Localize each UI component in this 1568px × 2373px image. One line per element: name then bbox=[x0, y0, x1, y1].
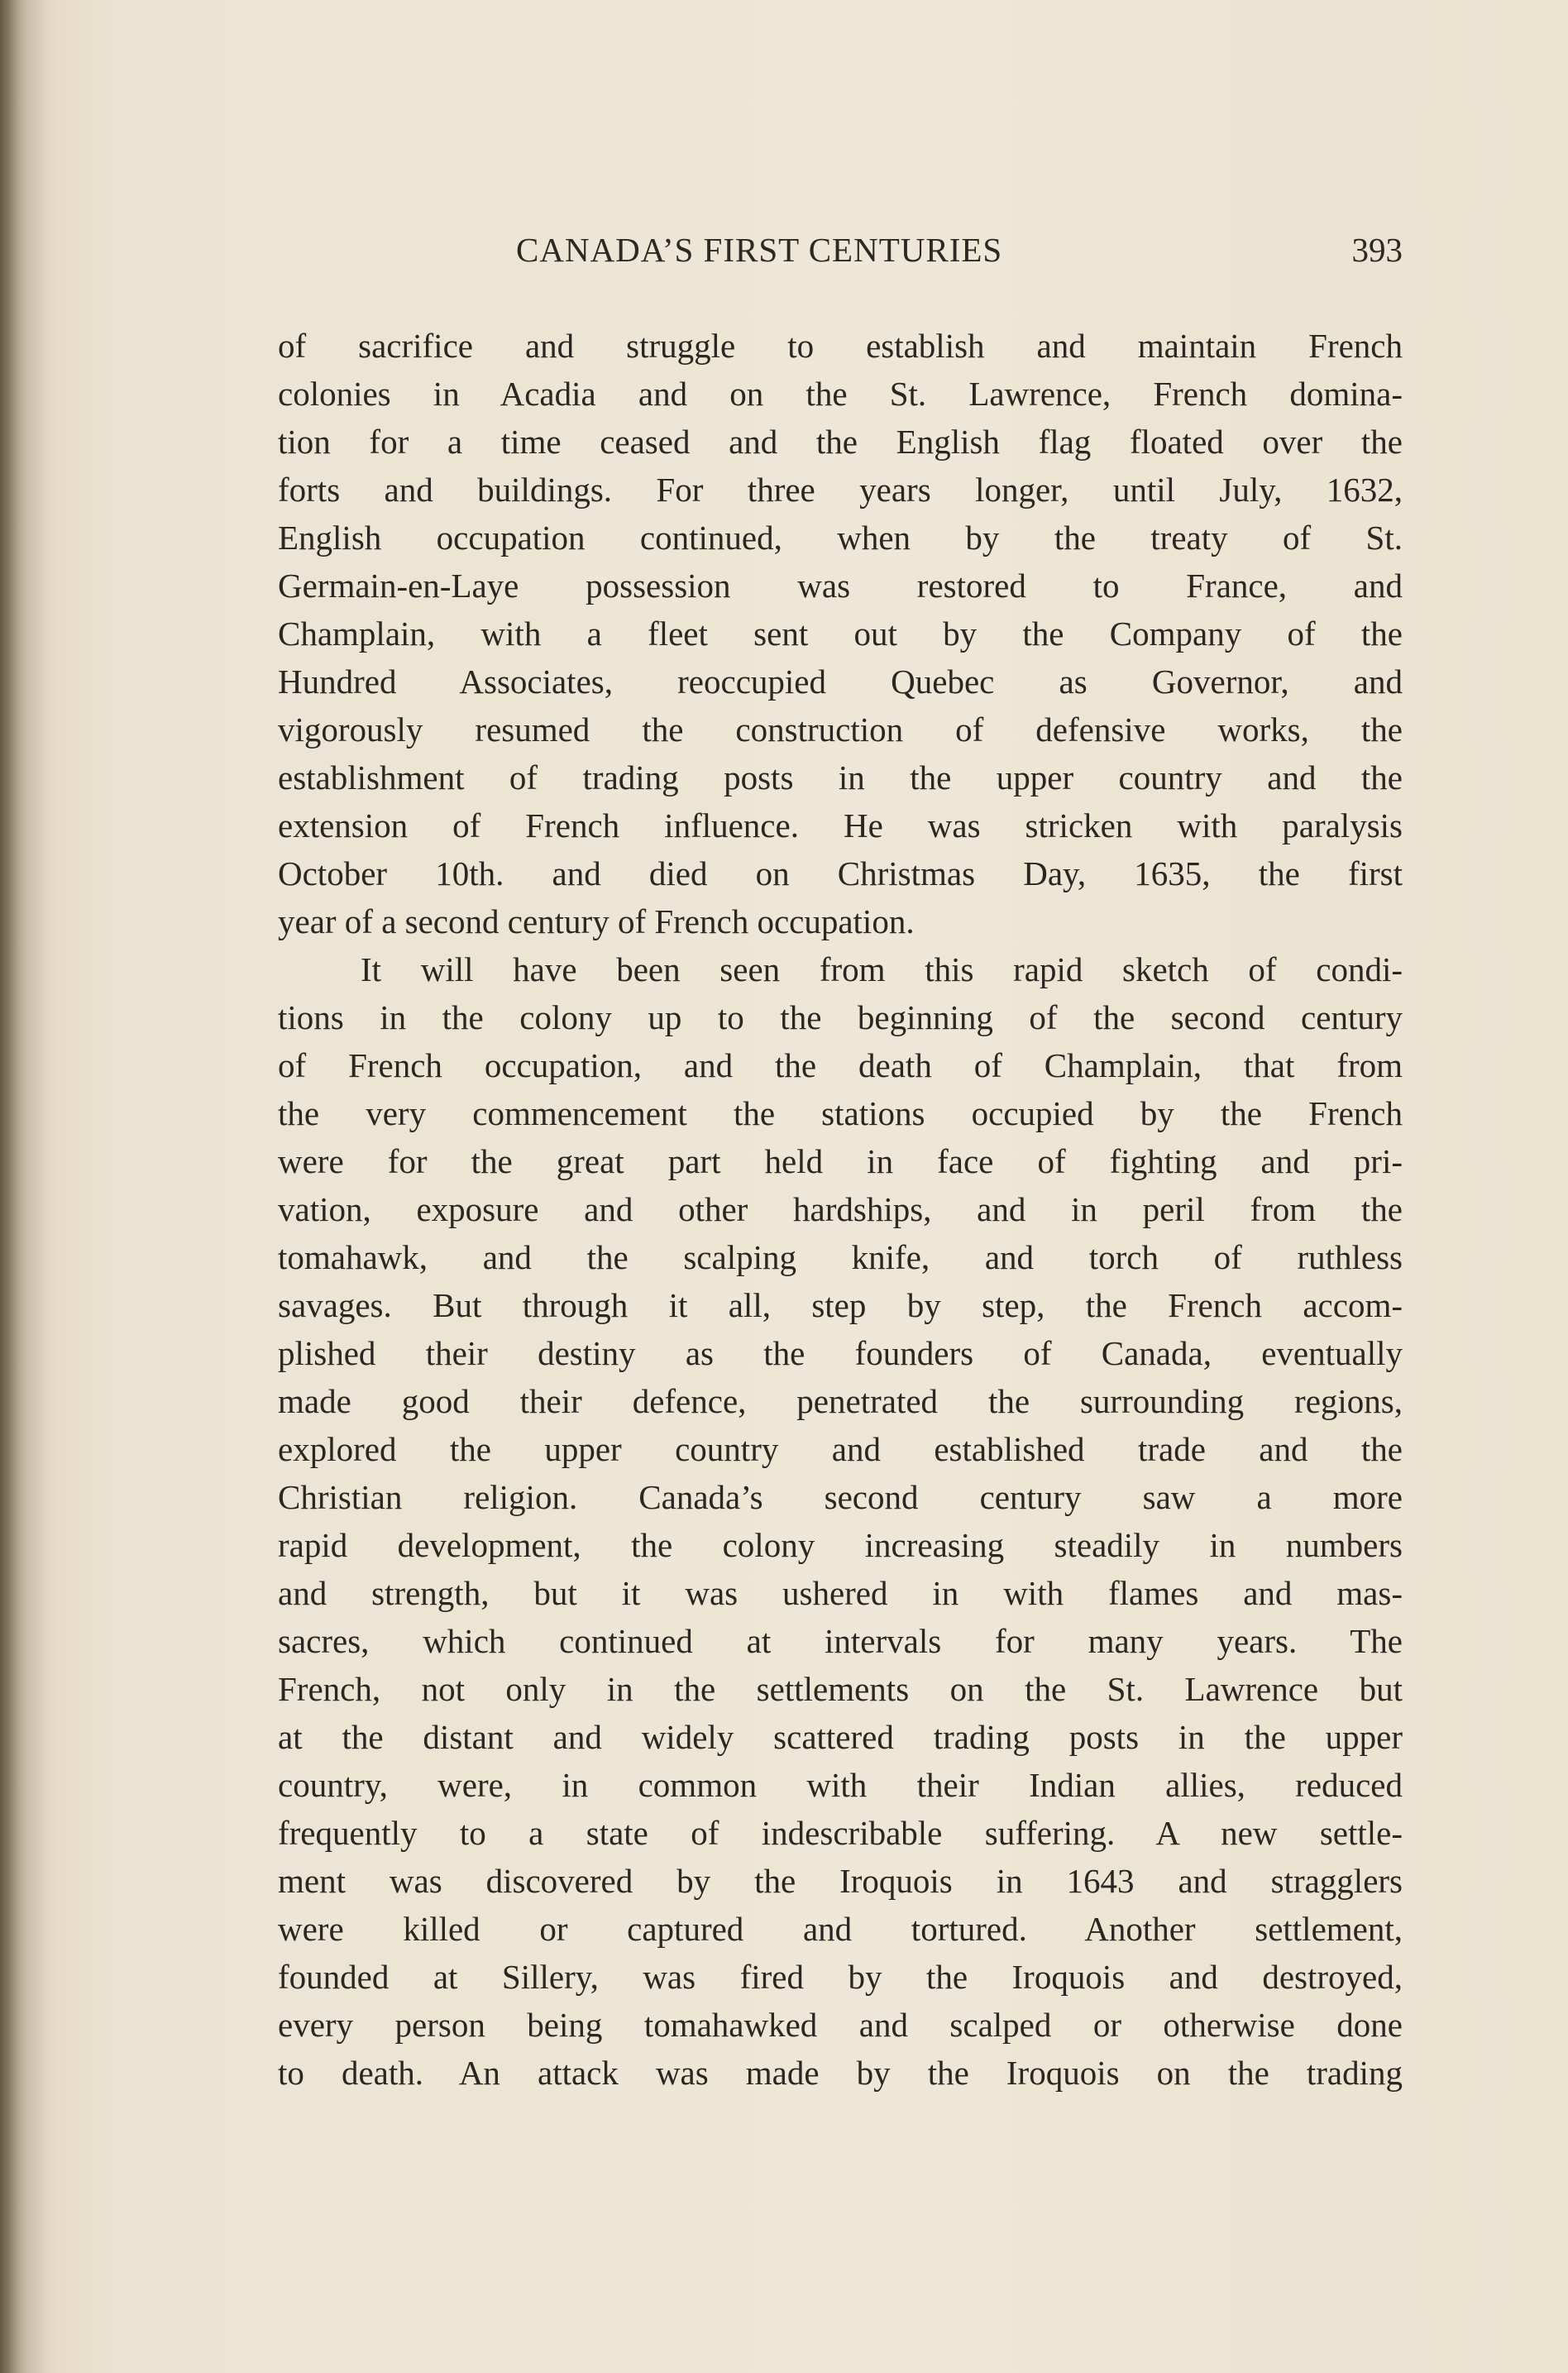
text-line: English occupation continued, when by the treaty of St. bbox=[278, 519, 1403, 557]
text-line: It will have been seen from this rapid sketch of condi- bbox=[361, 950, 1403, 988]
text-line: rapid development, the colony increasing steadily in numbers bbox=[278, 1526, 1403, 1564]
text-line: October 10th. and died on Christmas Day, 1635, the first bbox=[278, 854, 1403, 892]
paragraph bbox=[278, 945, 1403, 2097]
text-line: sacres, which continued at intervals for many years. The bbox=[278, 1622, 1403, 1660]
text-line: country, were, in common with their Indian allies, reduced bbox=[278, 1766, 1403, 1804]
text-line: Christian religion. Canada’s second century saw a more bbox=[278, 1478, 1403, 1516]
page-number: 393 bbox=[1351, 231, 1403, 269]
text-line: ment was discovered by the Iroquois in 1643 and stragglers bbox=[278, 1862, 1403, 1900]
text-line: tomahawk, and the scalping knife, and torch of ruthless bbox=[278, 1238, 1403, 1276]
paragraph bbox=[278, 322, 1403, 945]
text-line: vation, exposure and other hardships, and in peril from the bbox=[278, 1190, 1403, 1228]
text-line: year of a second century of French occupation. bbox=[278, 902, 915, 940]
text-line: vigorously resumed the construction of defensive works, the bbox=[278, 710, 1403, 749]
text-line: savages. But through it all, step by step, the French accom- bbox=[278, 1286, 1403, 1324]
text-line: French, not only in the settlements on the St. Lawrence but bbox=[278, 1670, 1403, 1708]
text-line: plished their destiny as the founders of Canada, eventually bbox=[278, 1334, 1403, 1372]
text-line: founded at Sillery, was fired by the Iroquois and destroyed, bbox=[278, 1958, 1403, 1996]
text-line: extension of French influence. He was stricken with paralysis bbox=[278, 806, 1403, 844]
text-line: Champlain, with a fleet sent out by the Company of the bbox=[278, 615, 1403, 653]
text-line: colonies in Acadia and on the St. Lawrence, French domina- bbox=[278, 375, 1403, 413]
text-line: frequently to a state of indescribable suffering. A new settle- bbox=[278, 1814, 1403, 1852]
text-line: tion for a time ceased and the English flag floated over the bbox=[278, 423, 1403, 461]
text-line: were killed or captured and tortured. Another settlement, bbox=[278, 1910, 1403, 1948]
text-line: every person being tomahawked and scalped or otherwise done bbox=[278, 2006, 1403, 2044]
text-line: of sacrifice and struggle to establish and maintain French bbox=[278, 327, 1403, 365]
text-line: establishment of trading posts in the upper country and the bbox=[278, 758, 1403, 797]
text-line: and strength, but it was ushered in with flames and mas- bbox=[278, 1574, 1403, 1612]
text-line: Germain-en-Laye possession was restored to France, and bbox=[278, 567, 1403, 605]
text-line: of French occupation, and the death of Champlain, that from bbox=[278, 1046, 1403, 1084]
running-head bbox=[278, 230, 1403, 280]
binding-gutter-shadow bbox=[0, 0, 50, 2373]
text-line: forts and buildings. For three years longer, until July, 1632, bbox=[278, 471, 1403, 509]
text-line: at the distant and widely scattered trading posts in the upper bbox=[278, 1718, 1403, 1756]
text-line: the very commencement the stations occupied by the French bbox=[278, 1094, 1403, 1132]
text-line: tions in the colony up to the beginning of the second century bbox=[278, 998, 1403, 1036]
text-line: explored the upper country and established trade and the bbox=[278, 1430, 1403, 1468]
text-line: Hundred Associates, reoccupied Quebec as Governor, and bbox=[278, 663, 1403, 701]
text-line: were for the great part held in face of fighting and pri- bbox=[278, 1142, 1403, 1180]
text-line: to death. An attack was made by the Iroquois on the trading bbox=[278, 2054, 1403, 2092]
body-text bbox=[278, 322, 1403, 2097]
running-title: CANADA’S FIRST CENTURIES bbox=[516, 231, 1003, 269]
text-line: made good their defence, penetrated the surrounding regions, bbox=[278, 1382, 1403, 1420]
